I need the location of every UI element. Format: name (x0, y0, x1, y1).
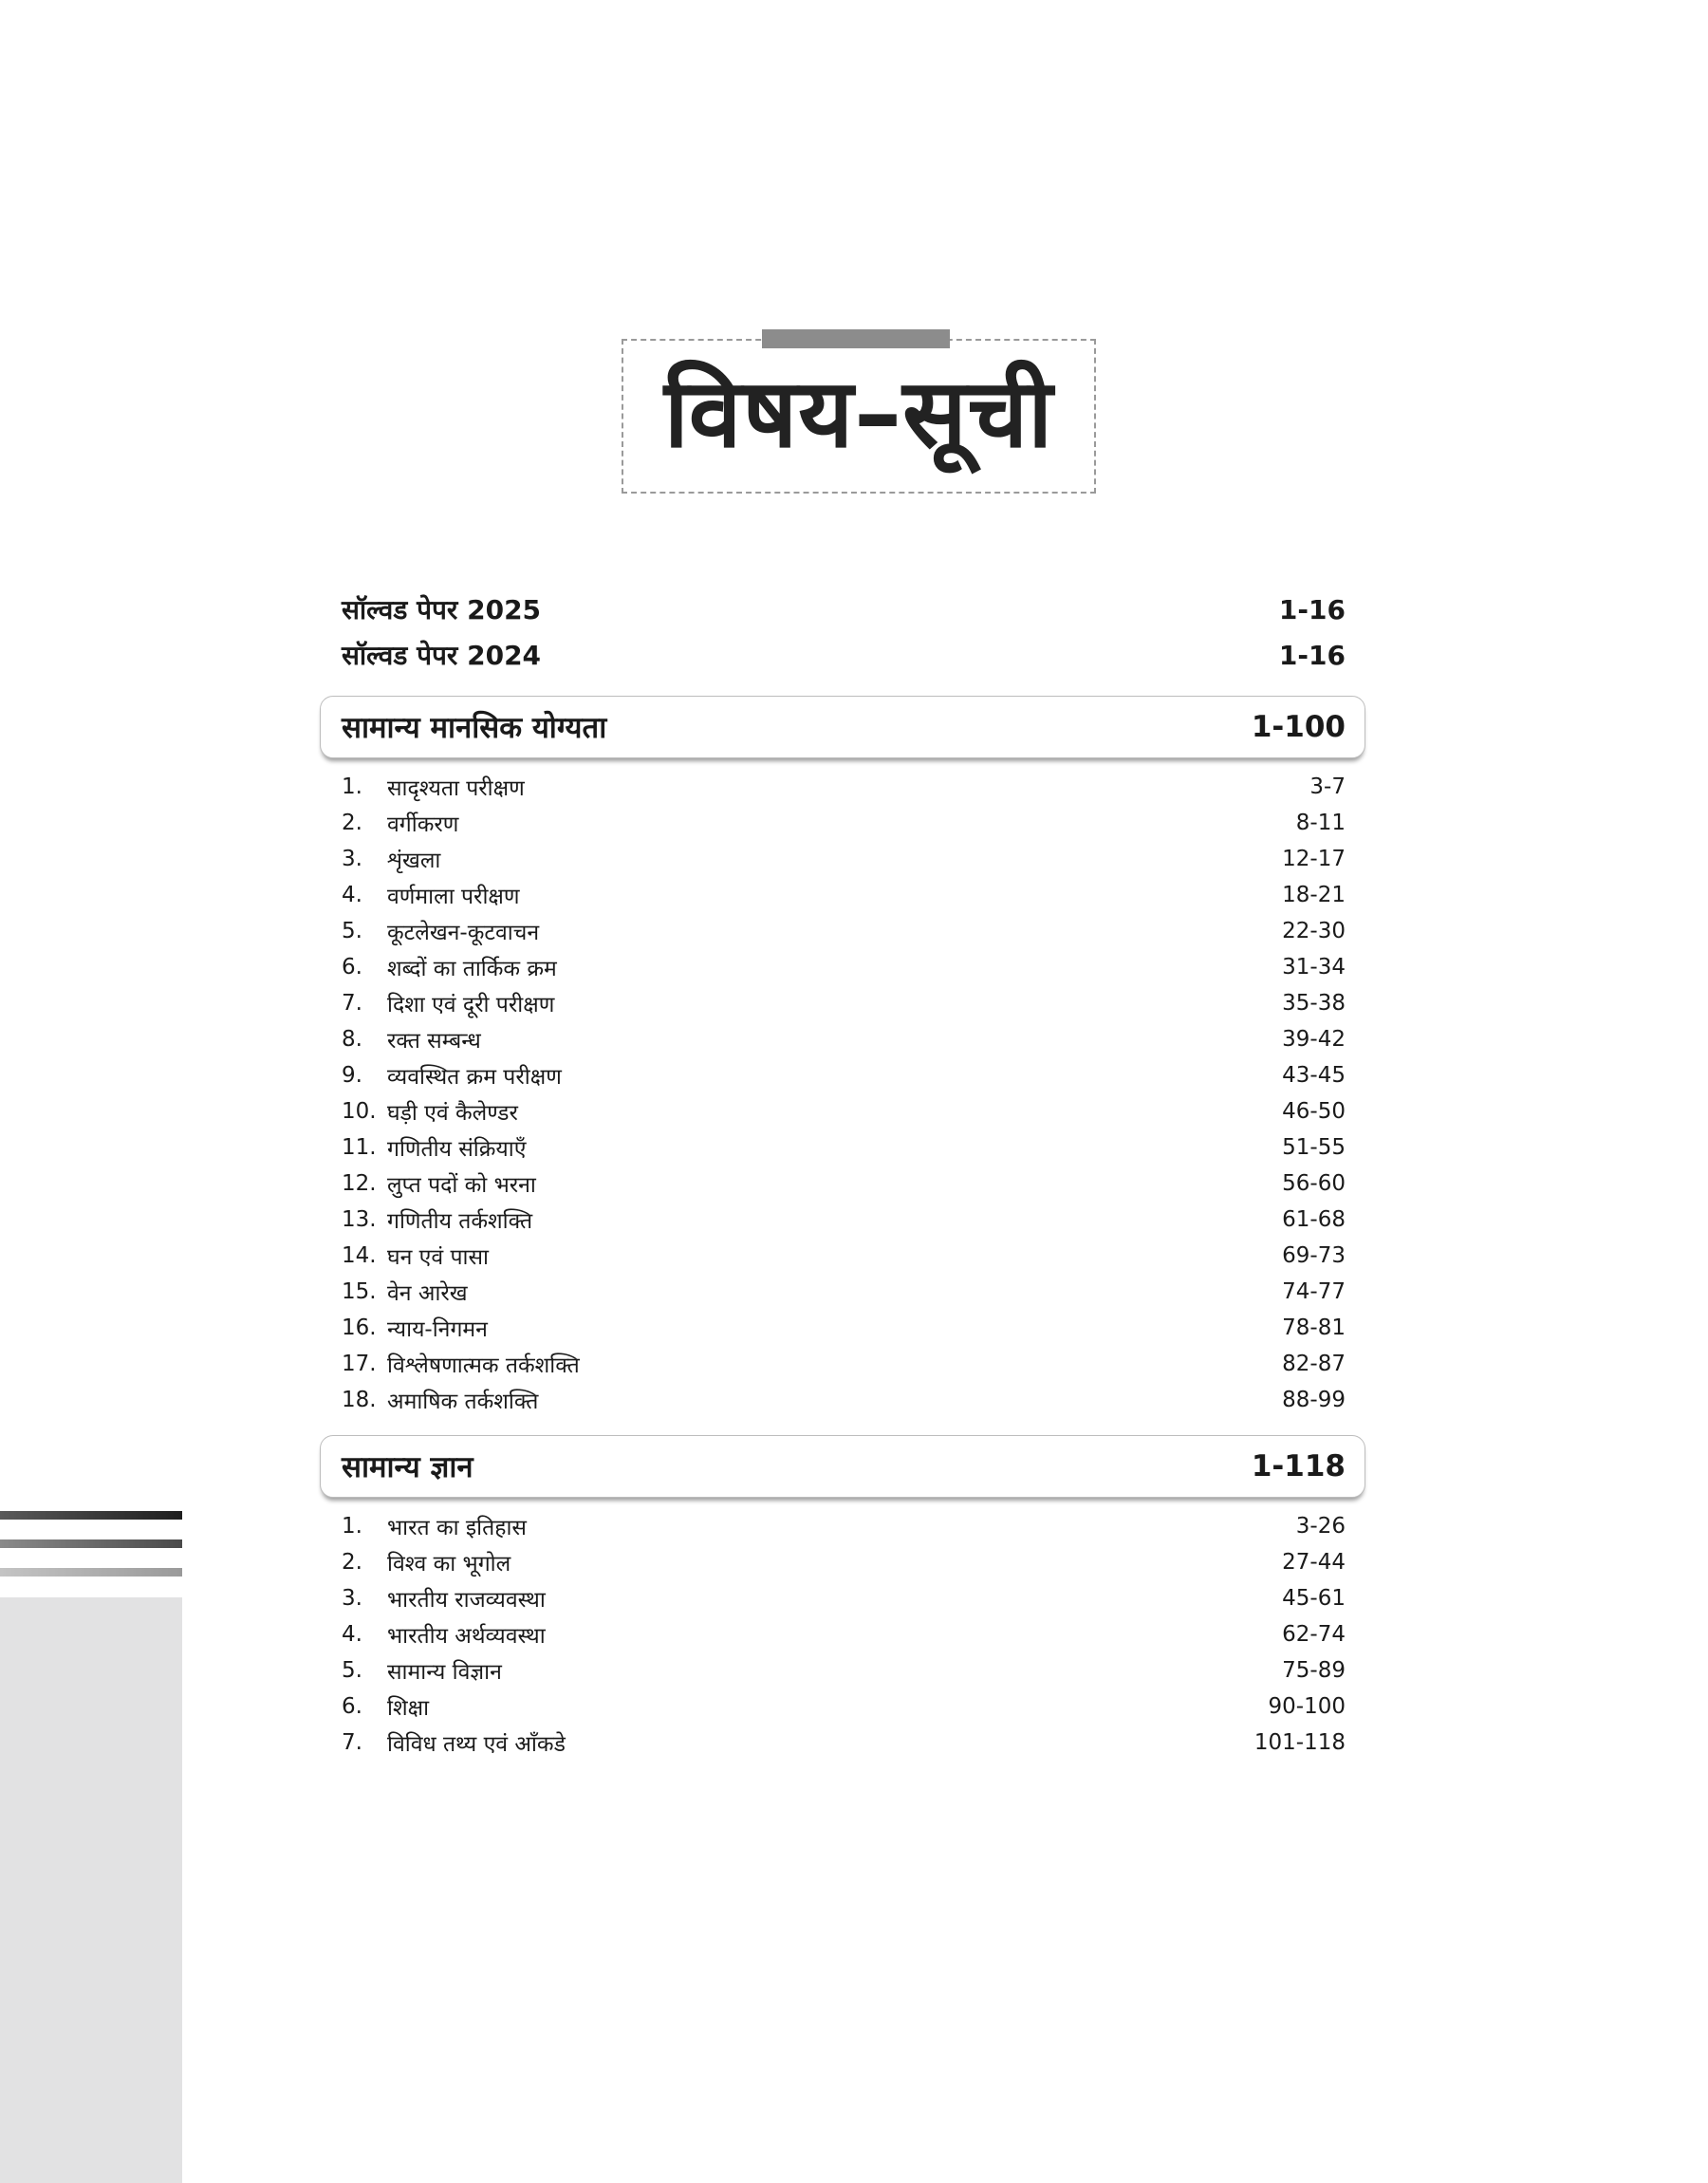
item-number: 3. (342, 847, 362, 871)
toc-item[interactable] (342, 1238, 1346, 1274)
item-label: घड़ी एवं कैलेण्डर (387, 1101, 518, 1126)
toc-item[interactable] (342, 1166, 1346, 1202)
item-label: भारतीय अर्थव्यवस्था (387, 1624, 546, 1649)
item-label: लुप्त पदों को भरना (387, 1173, 536, 1198)
item-label: वेन आरेख (387, 1281, 468, 1306)
item-number: 6. (342, 1694, 362, 1719)
item-pages: 62-74 (1282, 1622, 1346, 1647)
title-tab-decoration (762, 329, 950, 348)
item-number: 1. (342, 774, 362, 799)
item-pages: 88-99 (1282, 1388, 1346, 1412)
toc-item[interactable] (342, 1346, 1346, 1382)
toc-item[interactable] (342, 913, 1346, 949)
item-label: दिशा एवं दूरी परीक्षण (387, 993, 555, 1017)
toc-item[interactable] (342, 1129, 1346, 1166)
item-pages: 46-50 (1282, 1099, 1346, 1124)
item-label: वर्णमाला परीक्षण (387, 885, 520, 909)
item-label: शिक्षा (387, 1696, 430, 1721)
toc-item[interactable] (342, 1202, 1346, 1238)
item-pages: 61-68 (1282, 1207, 1346, 1232)
item-number: 14. (342, 1243, 377, 1268)
item-number: 17. (342, 1352, 377, 1376)
item-number: 8. (342, 1027, 362, 1052)
toc-item[interactable] (342, 877, 1346, 913)
toc-item[interactable] (342, 1382, 1346, 1418)
toc-item[interactable] (342, 1057, 1346, 1093)
toc-item[interactable] (342, 1093, 1346, 1129)
item-pages: 82-87 (1282, 1352, 1346, 1376)
toc-entry-solved-paper-2024[interactable] (342, 634, 1346, 676)
item-pages: 75-89 (1282, 1658, 1346, 1683)
item-pages: 3-7 (1309, 774, 1346, 799)
item-label: अमाषिक तर्कशक्ति (387, 1390, 539, 1414)
item-number: 9. (342, 1063, 362, 1088)
item-number: 11. (342, 1135, 377, 1160)
item-number: 7. (342, 1730, 362, 1755)
section-header-general-knowledge[interactable] (342, 1435, 1346, 1498)
toc-entry-solved-paper-2025[interactable] (342, 588, 1346, 630)
item-pages: 12-17 (1282, 847, 1346, 871)
item-number: 2. (342, 811, 362, 835)
item-label: भारतीय राजव्यवस्था (387, 1588, 546, 1613)
toc-item[interactable] (342, 1725, 1346, 1761)
item-label: विविध तथ्य एवं आँकडे (387, 1732, 566, 1757)
page-title: विषय–सूची (663, 357, 1054, 469)
toc-item[interactable] (342, 985, 1346, 1021)
entry-label: सॉल्वड पेपर 2025 (342, 594, 542, 625)
toc-item[interactable] (342, 1274, 1346, 1310)
toc-item[interactable] (342, 1580, 1346, 1616)
item-number: 4. (342, 883, 362, 907)
item-label: भारत का इतिहास (387, 1516, 527, 1540)
item-number: 10. (342, 1099, 377, 1124)
side-stripe-light (0, 1568, 182, 1577)
section-title: सामान्य ज्ञान (342, 1450, 473, 1484)
item-pages: 78-81 (1282, 1315, 1346, 1340)
item-label: विश्लेषणात्मक तर्कशक्ति (387, 1353, 580, 1378)
item-pages: 22-30 (1282, 919, 1346, 943)
item-label: कूटलेखन-कूटवाचन (387, 921, 540, 945)
section-pages: 1-118 (1251, 1449, 1346, 1483)
item-number: 15. (342, 1279, 377, 1304)
title-box (622, 339, 1096, 494)
item-number: 5. (342, 1658, 362, 1683)
entry-pages: 1-16 (1278, 593, 1346, 625)
item-label: व्यवस्थित क्रम परीक्षण (387, 1065, 562, 1090)
item-pages: 31-34 (1282, 955, 1346, 980)
item-label: शब्दों का तार्किक क्रम (387, 957, 557, 981)
item-number: 3. (342, 1586, 362, 1611)
side-panel-decoration (0, 1597, 182, 2183)
section-title: सामान्य मानसिक योग्यता (342, 711, 607, 745)
item-number: 1. (342, 1514, 362, 1539)
item-pages: 39-42 (1282, 1027, 1346, 1052)
toc-item[interactable] (342, 1310, 1346, 1346)
side-stripe-dark (0, 1511, 182, 1520)
toc-item[interactable] (342, 1616, 1346, 1652)
item-number: 4. (342, 1622, 362, 1647)
item-number: 7. (342, 991, 362, 1016)
item-number: 2. (342, 1550, 362, 1575)
toc-item[interactable] (342, 1652, 1346, 1689)
toc-item[interactable] (342, 1544, 1346, 1580)
section-pages: 1-100 (1251, 710, 1346, 744)
item-pages: 74-77 (1282, 1279, 1346, 1304)
toc-item[interactable] (342, 769, 1346, 805)
item-pages: 8-11 (1295, 811, 1346, 835)
item-pages: 51-55 (1282, 1135, 1346, 1160)
toc-item[interactable] (342, 1508, 1346, 1544)
item-label: विश्व का भूगोल (387, 1552, 511, 1577)
section-header-mental-ability[interactable] (342, 696, 1346, 758)
toc-item[interactable] (342, 1689, 1346, 1725)
item-number: 18. (342, 1388, 377, 1412)
toc-item[interactable] (342, 841, 1346, 877)
item-number: 5. (342, 919, 362, 943)
item-pages: 18-21 (1282, 883, 1346, 907)
item-label: गणितीय तर्कशक्ति (387, 1209, 533, 1234)
item-label: न्याय-निगमन (387, 1317, 488, 1342)
item-pages: 3-26 (1295, 1514, 1346, 1539)
item-pages: 45-61 (1282, 1586, 1346, 1611)
item-label: वर्गीकरण (387, 812, 459, 837)
item-label: रक्त सम्बन्ध (387, 1029, 481, 1054)
item-label: सादृश्यता परीक्षण (387, 776, 525, 801)
toc-item[interactable] (342, 805, 1346, 841)
item-label: शृंखला (387, 849, 441, 873)
item-pages: 43-45 (1282, 1063, 1346, 1088)
item-pages: 90-100 (1268, 1694, 1346, 1719)
toc-item[interactable] (342, 1021, 1346, 1057)
item-label: गणितीय संक्रियाएँ (387, 1137, 527, 1162)
item-number: 13. (342, 1207, 377, 1232)
side-stripe-mid (0, 1539, 182, 1548)
entry-label: सॉल्वड पेपर 2024 (342, 640, 542, 671)
item-pages: 35-38 (1282, 991, 1346, 1016)
item-label: सामान्य विज्ञान (387, 1660, 502, 1685)
toc-item[interactable] (342, 949, 1346, 985)
item-number: 16. (342, 1315, 377, 1340)
item-pages: 69-73 (1282, 1243, 1346, 1268)
item-number: 12. (342, 1171, 377, 1196)
item-pages: 27-44 (1282, 1550, 1346, 1575)
item-number: 6. (342, 955, 362, 980)
item-pages: 101-118 (1253, 1730, 1346, 1755)
item-pages: 56-60 (1282, 1171, 1346, 1196)
entry-pages: 1-16 (1278, 639, 1346, 671)
item-label: घन एवं पासा (387, 1245, 490, 1270)
